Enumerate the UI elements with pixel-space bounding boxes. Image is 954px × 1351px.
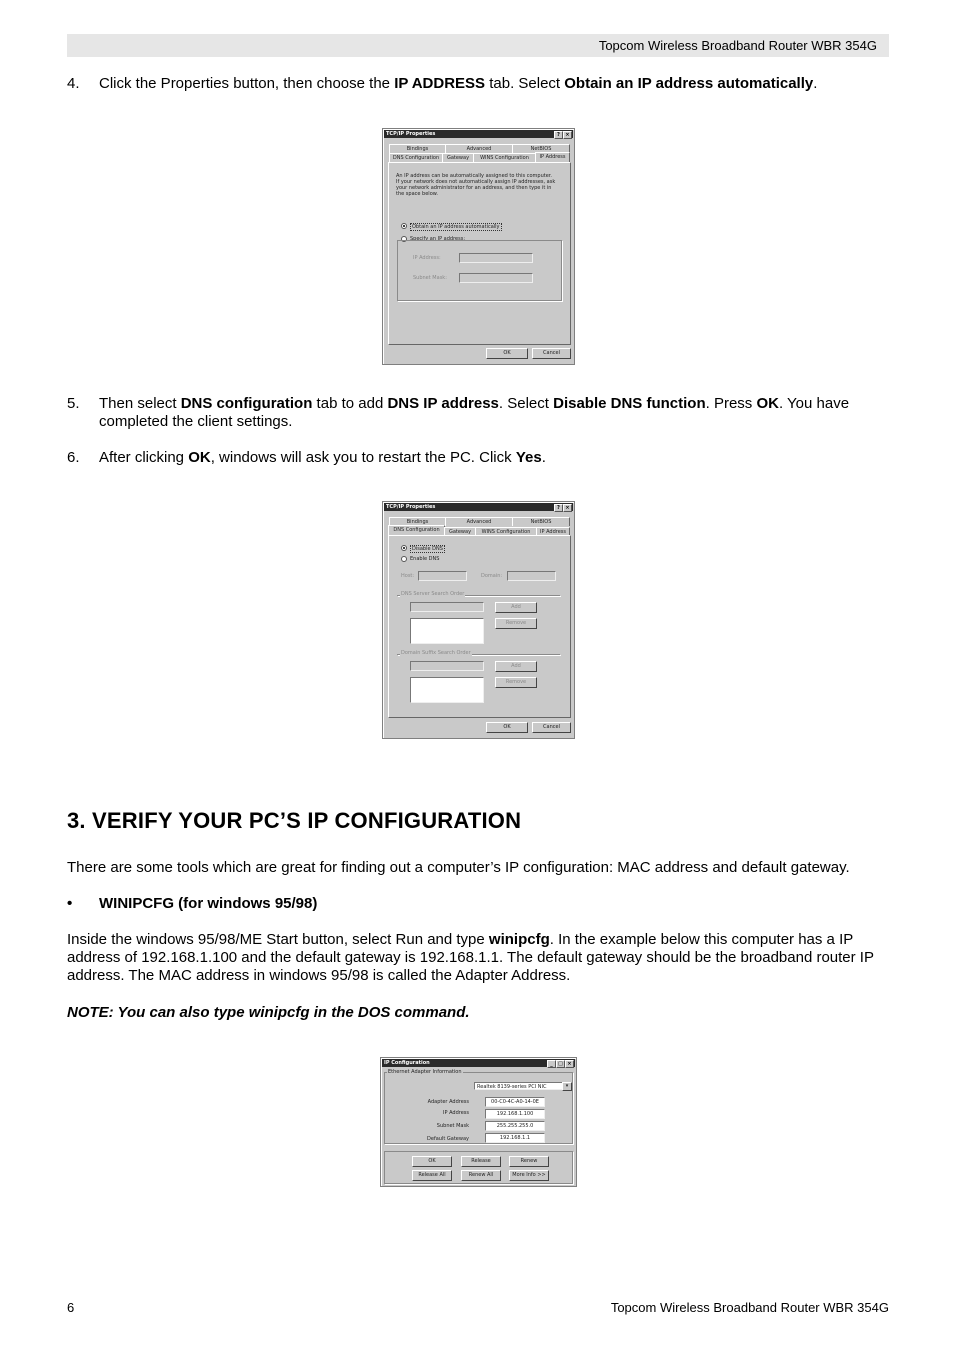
tab-gateway[interactable]: Gateway xyxy=(444,527,476,536)
dialog-title: TCP/IP Properties xyxy=(386,131,436,137)
tab-ip-address[interactable]: IP Address xyxy=(536,527,570,536)
tab-dns-configuration[interactable]: DNS Configuration xyxy=(389,153,443,162)
step-number: 6. xyxy=(67,449,80,466)
radio-enable-dns-label: Enable DNS xyxy=(410,556,440,562)
header-bar xyxy=(67,34,889,57)
tab-advanced[interactable]: Advanced xyxy=(445,144,513,153)
tab-netbios[interactable]: NetBIOS xyxy=(512,517,570,526)
tcpip-dialog-ip-address xyxy=(382,128,575,365)
domain-field[interactable] xyxy=(507,571,556,581)
dns-server-field[interactable] xyxy=(410,602,484,612)
subnet-mask-value: 255.255.255.0 xyxy=(485,1121,545,1131)
cancel-button[interactable]: Cancel xyxy=(532,722,571,733)
step-text: Then select DNS configuration tab to add DNS IP address. Select Disable DNS function. Press OK. You have completed the client settings. xyxy=(99,395,850,430)
ip-address-value: 192.168.1.100 xyxy=(485,1109,545,1119)
close-icon[interactable]: × xyxy=(563,504,572,512)
renew-all-button[interactable]: Renew All xyxy=(461,1170,501,1181)
tab-bindings[interactable]: Bindings xyxy=(389,517,446,526)
dialog-titlebar xyxy=(384,130,573,138)
step-number: 4. xyxy=(67,75,80,92)
radio-disable-dns[interactable] xyxy=(401,545,407,551)
subnet-mask-label: Subnet Mask xyxy=(436,1123,469,1129)
ip-address-field[interactable] xyxy=(459,253,533,263)
close-icon[interactable]: × xyxy=(565,1060,574,1068)
adapter-address-label: Adapter Address xyxy=(427,1099,469,1105)
default-gateway-label: Default Gateway xyxy=(427,1136,469,1142)
adapter-select[interactable]: Realtek 8139-series PCI NIC xyxy=(474,1082,570,1090)
cancel-button[interactable]: Cancel xyxy=(532,348,571,359)
step-6 xyxy=(67,449,889,467)
remove-dns-button[interactable]: Remove xyxy=(495,618,537,629)
step-number: 5. xyxy=(67,395,80,412)
suffix-field[interactable] xyxy=(410,661,484,671)
ip-address-label: IP Address: xyxy=(413,255,441,261)
specify-group xyxy=(397,240,562,301)
tab-wins-configuration[interactable]: WINS Configuration xyxy=(473,153,536,162)
domain-label: Domain: xyxy=(481,573,503,579)
ip-configuration-dialog xyxy=(380,1057,577,1187)
step-5 xyxy=(67,395,889,431)
winipcfg-paragraph: Inside the windows 95/98/ME Start button, select Run and type winipcfg. In the example below this computer has a IP address of 192.168.1.100 and the default gateway is 192.168.1.1. The default gateway should be the broadband router IP address. The MAC address in windows 95/98 is called the Adapter Address. xyxy=(67,931,874,984)
bullet-mark: • xyxy=(67,895,73,912)
step-text: Click the Properties button, then choose the IP ADDRESS tab. Select Obtain an IP address automatically. xyxy=(99,75,818,92)
adapter-address-value: 00-C0-4C-A0-14-0E xyxy=(485,1097,545,1107)
ok-button[interactable]: OK xyxy=(412,1156,452,1167)
host-label: Host: xyxy=(401,573,415,579)
tab-gateway[interactable]: Gateway xyxy=(442,153,474,162)
tab-bindings[interactable]: Bindings xyxy=(389,144,446,153)
ip-description: An IP address can be automatically assigned to this computer. If your network does not automatically assign IP addresses, ask your network administrator for an address, and then type it in the space below. xyxy=(396,173,556,197)
renew-button[interactable]: Renew xyxy=(509,1156,549,1167)
ip-address-label: IP Address xyxy=(443,1110,469,1116)
subnet-mask-label: Subnet Mask: xyxy=(413,275,447,281)
dialog-title: TCP/IP Properties xyxy=(386,504,436,510)
host-field[interactable] xyxy=(418,571,467,581)
note: NOTE: You can also type winipcfg in the DOS command. xyxy=(67,1004,470,1021)
maximize-icon[interactable]: □ xyxy=(556,1060,565,1068)
tab-netbios[interactable]: NetBIOS xyxy=(512,144,570,153)
dialog-titlebar xyxy=(382,1059,575,1067)
release-all-button[interactable]: Release All xyxy=(412,1170,452,1181)
tab-wins-configuration[interactable]: WINS Configuration xyxy=(475,527,537,536)
subnet-mask-field[interactable] xyxy=(459,273,533,283)
radio-enable-dns[interactable] xyxy=(401,556,407,562)
tab-ip-address[interactable]: IP Address xyxy=(535,152,570,163)
radio-obtain-label: Obtain an IP address automatically xyxy=(412,224,500,230)
minimize-icon[interactable]: _ xyxy=(547,1060,556,1068)
dns-search-order-label: DNS Server Search Order xyxy=(401,591,465,597)
step-4 xyxy=(67,75,889,93)
dialog-titlebar xyxy=(384,503,573,511)
dialog-title: IP Configuration xyxy=(384,1060,430,1066)
radio-obtain-automatically[interactable] xyxy=(401,223,407,229)
radio-disable-dns-label: Disable DNS xyxy=(412,546,443,552)
tcpip-dialog-dns xyxy=(382,501,575,739)
section-heading: 3. VERIFY YOUR PC’S IP CONFIGURATION xyxy=(67,808,522,833)
ok-button[interactable]: OK xyxy=(486,348,528,359)
suffix-list[interactable] xyxy=(410,677,484,703)
help-icon[interactable]: ? xyxy=(554,131,563,139)
adapter-group-label: Ethernet Adapter Information xyxy=(388,1069,462,1075)
tab-dns-configuration[interactable]: DNS Configuration xyxy=(388,525,445,536)
header-title: Topcom Wireless Broadband Router WBR 354G xyxy=(598,38,877,53)
add-suffix-button[interactable]: Add xyxy=(495,661,537,672)
step-text: After clicking OK, windows will ask you to restart the PC. Click Yes. xyxy=(99,449,546,466)
dns-server-list[interactable] xyxy=(410,618,484,644)
ok-button[interactable]: OK xyxy=(486,722,528,733)
page-number: 6 xyxy=(67,1300,75,1315)
chevron-down-icon[interactable]: ▾ xyxy=(562,1082,572,1091)
help-icon[interactable]: ? xyxy=(554,504,563,512)
release-button[interactable]: Release xyxy=(461,1156,501,1167)
close-icon[interactable]: × xyxy=(563,131,572,139)
default-gateway-value: 192.168.1.1 xyxy=(485,1133,545,1143)
add-dns-button[interactable]: Add xyxy=(495,602,537,613)
tab-advanced[interactable]: Advanced xyxy=(445,517,513,526)
radio-specify-label: Specify an IP address: xyxy=(410,236,466,242)
bullet-label: WINIPCFG (for windows 95/98) xyxy=(99,895,318,912)
more-info-button[interactable]: More Info >> xyxy=(509,1170,549,1181)
section-intro: There are some tools which are great for finding out a computer’s IP configuration: MAC address and default gateway. xyxy=(67,859,850,876)
remove-suffix-button[interactable]: Remove xyxy=(495,677,537,688)
suffix-search-order-label: Domain Suffix Search Order xyxy=(401,650,471,656)
footer-title: Topcom Wireless Broadband Router WBR 354G xyxy=(610,1300,889,1315)
